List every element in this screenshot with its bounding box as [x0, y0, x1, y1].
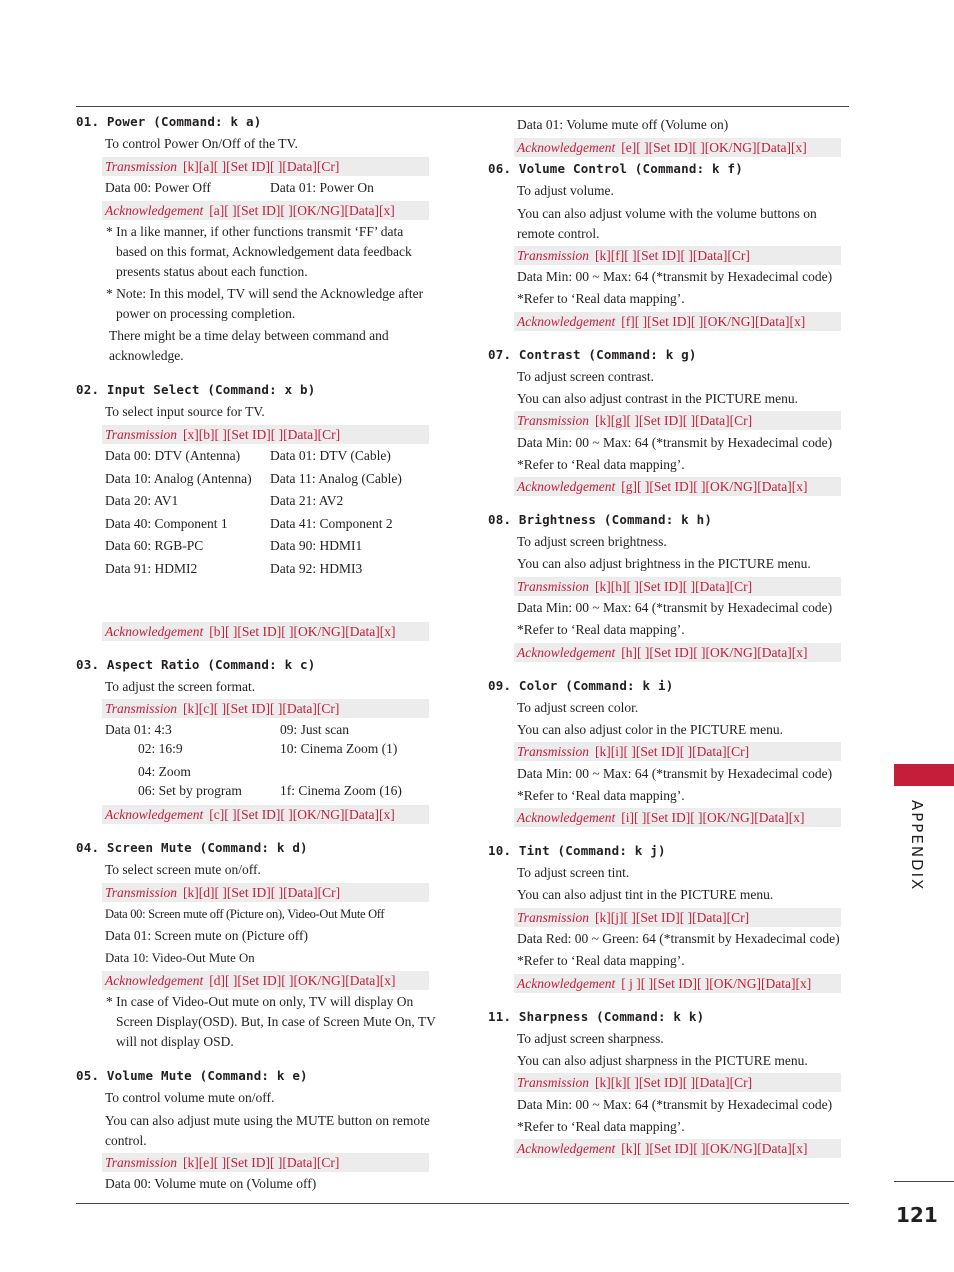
section-volume-mute: [76, 1068, 436, 1196]
transmission-label: Transmission: [517, 413, 590, 428]
data-value: Data 91: HDMI2: [105, 560, 198, 576]
data-range: Data Min: 00 ~ Max: 64 (*transmit by Hexadecimal code): [517, 765, 833, 781]
section-description: To select screen mute on/off.: [105, 862, 261, 877]
transmission-bar: [102, 1153, 429, 1172]
aspect-data: [76, 720, 436, 804]
section-description: You can also adjust mute using the MUTE button on remote control.: [105, 1112, 430, 1148]
page-number: 121: [896, 1203, 938, 1227]
data-range: Data Red: 00 ~ Green: 64 (*transmit by Hexadecimal code): [517, 931, 840, 946]
transmission-format: [k][a][ ][Set ID][ ][Data][Cr]: [183, 158, 340, 174]
data-value: 09: Just scan: [280, 721, 349, 737]
appendix-tab-marker: [894, 764, 954, 786]
data-value: Data 20: AV1: [105, 493, 179, 508]
acknowledgement-label: Acknowledgement: [517, 810, 616, 825]
section-description: To adjust screen sharpness.: [517, 1030, 664, 1046]
data-value: Data 10: Analog (Antenna): [105, 470, 252, 486]
section-description: You can also adjust volume with the volume buttons on remote control.: [517, 205, 817, 241]
left-column: [76, 114, 436, 1195]
acknowledgement-bar: [514, 1139, 841, 1158]
transmission-bar: [514, 742, 841, 761]
data-value: Data 01: DTV (Cable): [270, 448, 391, 463]
acknowledgement-label: Acknowledgement: [105, 623, 204, 639]
transmission-bar: [514, 411, 841, 430]
transmission-label: Transmission: [105, 1154, 178, 1170]
data-note: *Refer to ‘Real data mapping’.: [517, 456, 685, 472]
section-description: To adjust volume.: [517, 182, 614, 198]
transmission-format: [k][d][ ][Set ID][ ][Data][Cr]: [183, 884, 341, 900]
data-value: Data 00: Screen mute off (Picture on), Video-Out Mute Off: [105, 907, 385, 921]
page-number-rule: [894, 1181, 954, 1182]
section-input-select: [76, 382, 436, 641]
transmission-format: [k][f][ ][Set ID][ ][Data][Cr]: [595, 247, 750, 263]
data-value: Data 00: Power Off: [105, 180, 211, 195]
acknowledgement-format: [ j ][ ][Set ID][ ][OK/NG][Data][x]: [621, 975, 812, 991]
data-grid: [76, 445, 436, 580]
acknowledgement-bar: [514, 974, 841, 993]
data-value: Data 01: Power On: [270, 180, 374, 195]
acknowledgement-label: Acknowledgement: [517, 313, 616, 329]
transmission-format: [k][e][ ][Set ID][ ][Data][Cr]: [183, 1154, 340, 1170]
section-description: You can also adjust brightness in the PICTURE menu.: [517, 556, 811, 571]
acknowledgement-format: [d][ ][Set ID][ ][OK/NG][Data][x]: [209, 972, 396, 988]
transmission-format: [x][b][ ][Set ID][ ][Data][Cr]: [183, 426, 341, 442]
acknowledgement-bar: [514, 643, 841, 662]
data-value: Data 41: Component 2: [270, 515, 393, 531]
acknowledgement-label: Acknowledgement: [517, 644, 616, 660]
acknowledgement-format: [a][ ][Set ID][ ][OK/NG][Data][x]: [209, 203, 395, 218]
data-note: *Refer to ‘Real data mapping’.: [517, 787, 685, 803]
acknowledgement-bar: [102, 201, 429, 220]
data-note: *Refer to ‘Real data mapping’.: [517, 953, 685, 968]
acknowledgement-format: [e][ ][Set ID][ ][OK/NG][Data][x]: [621, 139, 807, 155]
acknowledgement-format: [f][ ][Set ID][ ][OK/NG][Data][x]: [621, 313, 806, 329]
data-range: Data Min: 00 ~ Max: 64 (*transmit by Hexadecimal code): [517, 269, 833, 284]
data-grid: [76, 177, 436, 200]
acknowledgement-bar: [102, 805, 429, 824]
acknowledgement-bar: [514, 138, 841, 157]
section-color: [488, 678, 854, 828]
acknowledgement-label: Acknowledgement: [517, 139, 616, 155]
data-value: Data 90: HDMI1: [270, 538, 363, 553]
transmission-bar: [514, 1073, 841, 1092]
section-volume-mute-continued: [488, 114, 854, 157]
transmission-format: [k][h][ ][Set ID][ ][Data][Cr]: [595, 578, 753, 594]
section-description: To adjust screen tint.: [517, 865, 630, 880]
section-tint: [488, 843, 854, 993]
data-value: Data 40: Component 1: [105, 515, 228, 531]
acknowledgement-format: [i][ ][Set ID][ ][OK/NG][Data][x]: [621, 810, 805, 825]
data-note: *Refer to ‘Real data mapping’.: [517, 291, 685, 306]
transmission-bar: [514, 577, 841, 596]
data-value: Data 11: Analog (Cable): [270, 470, 402, 486]
data-value: Data 01: Screen mute on (Picture off): [105, 928, 308, 943]
section-description: To control volume mute on/off.: [105, 1089, 275, 1105]
acknowledgement-label: Acknowledgement: [517, 1141, 616, 1156]
data-value: Data 01: Volume mute off (Volume on): [517, 117, 729, 132]
note-text: * Note: In this model, TV will send the Acknowledge after power on processing completion.: [106, 286, 424, 321]
transmission-bar: [102, 157, 429, 176]
section-contrast: [488, 347, 854, 497]
spacer: [76, 580, 436, 620]
section-description: To adjust the screen format.: [105, 678, 256, 694]
data-value: Data 00: Volume mute on (Volume off): [105, 1176, 317, 1191]
transmission-bar: [102, 699, 429, 718]
section-screen-mute: [76, 840, 436, 1052]
transmission-label: Transmission: [105, 158, 178, 174]
acknowledgement-label: Acknowledgement: [105, 807, 204, 822]
transmission-label: Transmission: [105, 884, 178, 900]
data-note: *Refer to ‘Real data mapping’.: [517, 622, 685, 637]
section-description: To adjust screen color.: [517, 699, 639, 715]
section-heading: 05. Volume Mute (Command: k e): [76, 1067, 308, 1083]
section-description: To control Power On/Off of the TV.: [105, 136, 298, 151]
section-heading: 02. Input Select (Command: x b): [76, 382, 316, 397]
transmission-label: Transmission: [517, 247, 590, 263]
transmission-bar: [102, 883, 429, 902]
section-description: To select input source for TV.: [105, 404, 265, 419]
transmission-format: [k][i][ ][Set ID][ ][Data][Cr]: [595, 744, 750, 759]
section-heading: 04. Screen Mute (Command: k d): [76, 840, 308, 855]
data-range: Data Min: 00 ~ Max: 64 (*transmit by Hexadecimal code): [517, 1096, 833, 1112]
section-description: You can also adjust color in the PICTURE menu.: [517, 721, 783, 737]
data-value: 02: 16:9: [138, 740, 183, 756]
section-description: You can also adjust tint in the PICTURE menu.: [517, 887, 774, 902]
section-description: You can also adjust sharpness in the PICTURE menu.: [517, 1052, 808, 1068]
section-description: You can also adjust contrast in the PICTURE menu.: [517, 390, 798, 406]
acknowledgement-format: [b][ ][Set ID][ ][OK/NG][Data][x]: [209, 623, 396, 639]
acknowledgement-label: Acknowledgement: [517, 975, 616, 991]
section-aspect-ratio: [76, 657, 436, 825]
acknowledgement-bar: [514, 312, 841, 331]
section-heading: 03. Aspect Ratio (Command: k c): [76, 656, 316, 672]
data-value: 04: Zoom: [138, 763, 191, 779]
transmission-label: Transmission: [517, 909, 590, 925]
transmission-label: Transmission: [517, 578, 590, 594]
data-range: Data Min: 00 ~ Max: 64 (*transmit by Hexadecimal code): [517, 434, 833, 450]
acknowledgement-label: Acknowledgement: [517, 479, 616, 494]
data-value: Data 21: AV2: [270, 493, 344, 508]
section-heading: 01. Power (Command: k a): [76, 114, 262, 129]
transmission-bar: [514, 908, 841, 927]
section-description: To adjust screen contrast.: [517, 368, 655, 384]
data-value: Data 92: HDMI3: [270, 560, 363, 576]
transmission-format: [k][g][ ][Set ID][ ][Data][Cr]: [595, 413, 753, 428]
section-brightness: [488, 512, 854, 662]
data-value: Data 01: 4:3: [105, 721, 172, 737]
transmission-format: [k][k][ ][Set ID][ ][Data][Cr]: [595, 1075, 753, 1090]
acknowledgement-bar: [514, 808, 841, 827]
section-heading: 08. Brightness (Command: k h): [488, 512, 713, 527]
section-heading: 06. Volume Control (Command: k f): [488, 160, 743, 176]
data-range: Data Min: 00 ~ Max: 64 (*transmit by Hexadecimal code): [517, 600, 833, 615]
acknowledgement-bar: [514, 477, 841, 496]
data-value: 10: Cinema Zoom (1): [280, 740, 398, 756]
transmission-format: [k][j][ ][Set ID][ ][Data][Cr]: [595, 909, 750, 925]
section-heading: 07. Contrast (Command: k g): [488, 346, 697, 362]
acknowledgement-format: [h][ ][Set ID][ ][OK/NG][Data][x]: [621, 644, 808, 660]
data-note: *Refer to ‘Real data mapping’.: [517, 1118, 685, 1134]
acknowledgement-format: [c][ ][Set ID][ ][OK/NG][Data][x]: [209, 807, 395, 822]
acknowledgement-format: [g][ ][Set ID][ ][OK/NG][Data][x]: [621, 479, 808, 494]
transmission-format: [k][c][ ][Set ID][ ][Data][Cr]: [183, 701, 340, 716]
acknowledgement-bar: [102, 971, 429, 990]
note-text: There might be a time delay between command and acknowledge.: [109, 328, 389, 363]
data-value: 1f: Cinema Zoom (16): [280, 782, 402, 798]
bottom-rule: [76, 1203, 849, 1204]
transmission-label: Transmission: [517, 1075, 590, 1090]
section-heading: 10. Tint (Command: k j): [488, 843, 666, 858]
transmission-bar: [514, 246, 841, 265]
acknowledgement-label: Acknowledgement: [105, 203, 204, 218]
section-heading: 11. Sharpness (Command: k k): [488, 1008, 705, 1024]
section-sharpness: [488, 1009, 854, 1159]
data-value: Data 00: DTV (Antenna): [105, 448, 241, 463]
appendix-label: APPENDIX: [908, 800, 926, 892]
transmission-bar: [102, 425, 429, 444]
acknowledgement-bar: [102, 622, 429, 641]
transmission-label: Transmission: [517, 744, 590, 759]
note-text: * In case of Video-Out mute on only, TV will display On Screen Display(OSD). But, In case of Screen Mute On, TV will not display OSD.: [106, 993, 436, 1049]
acknowledgement-format: [k][ ][Set ID][ ][OK/NG][Data][x]: [621, 1141, 808, 1156]
data-value: Data 60: RGB-PC: [105, 538, 204, 553]
top-rule: [76, 106, 849, 107]
right-column: [488, 114, 854, 1160]
section-heading: 09. Color (Command: k i): [488, 677, 674, 693]
data-value: 06: Set by program: [138, 782, 242, 798]
data-value: Data 10: Video-Out Mute On: [105, 951, 255, 965]
note-text: * In a like manner, if other functions transmit ‘FF’ data based on this format, Acknowledgement data feedback presents status about each function.: [106, 224, 412, 279]
section-description: To adjust screen brightness.: [517, 534, 667, 549]
transmission-label: Transmission: [105, 426, 178, 442]
section-volume-control: [488, 161, 854, 331]
acknowledgement-label: Acknowledgement: [105, 972, 204, 988]
transmission-label: Transmission: [105, 701, 178, 716]
section-power: [76, 114, 436, 366]
